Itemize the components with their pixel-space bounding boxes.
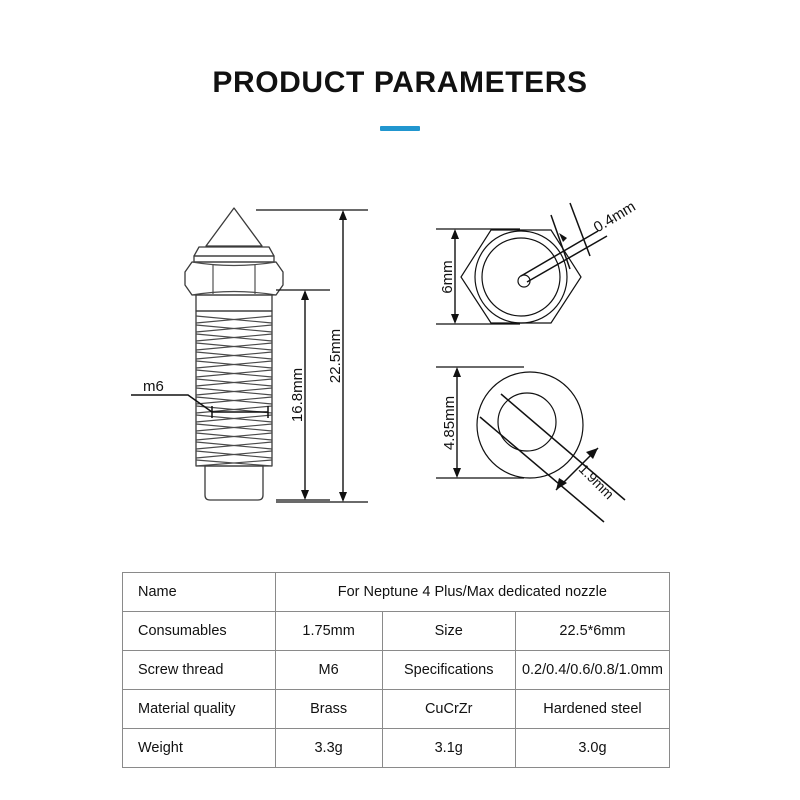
dim-1-9mm [480, 394, 625, 522]
row-value-4: 3.0g [515, 729, 669, 768]
inner-ring [498, 393, 556, 451]
row-value-3: CuCrZr [382, 690, 515, 729]
dim-6mm [436, 229, 520, 324]
nozzle-collar [194, 247, 274, 256]
outer-circle [475, 231, 567, 323]
nozzle-tip-cone [206, 208, 262, 246]
nozzle-thread-pattern [196, 316, 272, 466]
row-value-4: 0.2/0.4/0.6/0.8/1.0mm [515, 651, 669, 690]
dim-0-4mm-label: 0.4mm [590, 198, 639, 237]
table-row [123, 690, 670, 729]
row-label: Weight [123, 729, 276, 768]
spec-table [122, 572, 670, 768]
page-title: PRODUCT PARAMETERS [212, 66, 588, 99]
dim-1-9mm-label: 1.9mm [575, 460, 618, 503]
nozzle-bottom-view [436, 367, 625, 522]
row-value-2: Brass [275, 690, 382, 729]
row-label: Material quality [123, 690, 276, 729]
dim-0-4mm [521, 198, 639, 282]
table-row [123, 651, 670, 690]
row-value-4: Hardened steel [515, 690, 669, 729]
nozzle-shoulder [196, 295, 272, 311]
m6-label: m6 [143, 378, 164, 395]
dim-16-8mm [276, 290, 330, 500]
row-value-2: 1.75mm [275, 612, 382, 651]
row-label: Consumables [123, 612, 276, 651]
dim-4-85mm [436, 367, 524, 478]
row-value-2: 3.3g [275, 729, 382, 768]
row-value-3: Size [382, 612, 515, 651]
outer-ring [477, 372, 583, 478]
row-value-3: 3.1g [382, 729, 515, 768]
nozzle-hex-nut [185, 262, 283, 295]
table-row [123, 729, 670, 768]
dim-4-85mm-label: 4.85mm [441, 395, 458, 451]
nozzle-side-view [131, 208, 368, 502]
row-value-4: 22.5*6mm [515, 612, 669, 651]
row-label: Screw thread [123, 651, 276, 690]
row-value-3: Specifications [382, 651, 515, 690]
dim-22-5mm-label: 22.5mm [327, 328, 344, 384]
inner-circle [482, 238, 560, 316]
row-value-2: M6 [275, 651, 382, 690]
dim-6mm-label: 6mm [439, 260, 456, 294]
table-row [123, 612, 670, 651]
nozzle-base [205, 466, 263, 500]
dim-16-8mm-label: 16.8mm [289, 367, 306, 423]
row-value-wide: For Neptune 4 Plus/Max dedicated nozzle [275, 573, 669, 612]
row-label: Name [123, 573, 276, 612]
table-row [123, 573, 670, 612]
nozzle-top-view [436, 198, 639, 324]
nozzle-collar-band [194, 256, 274, 262]
